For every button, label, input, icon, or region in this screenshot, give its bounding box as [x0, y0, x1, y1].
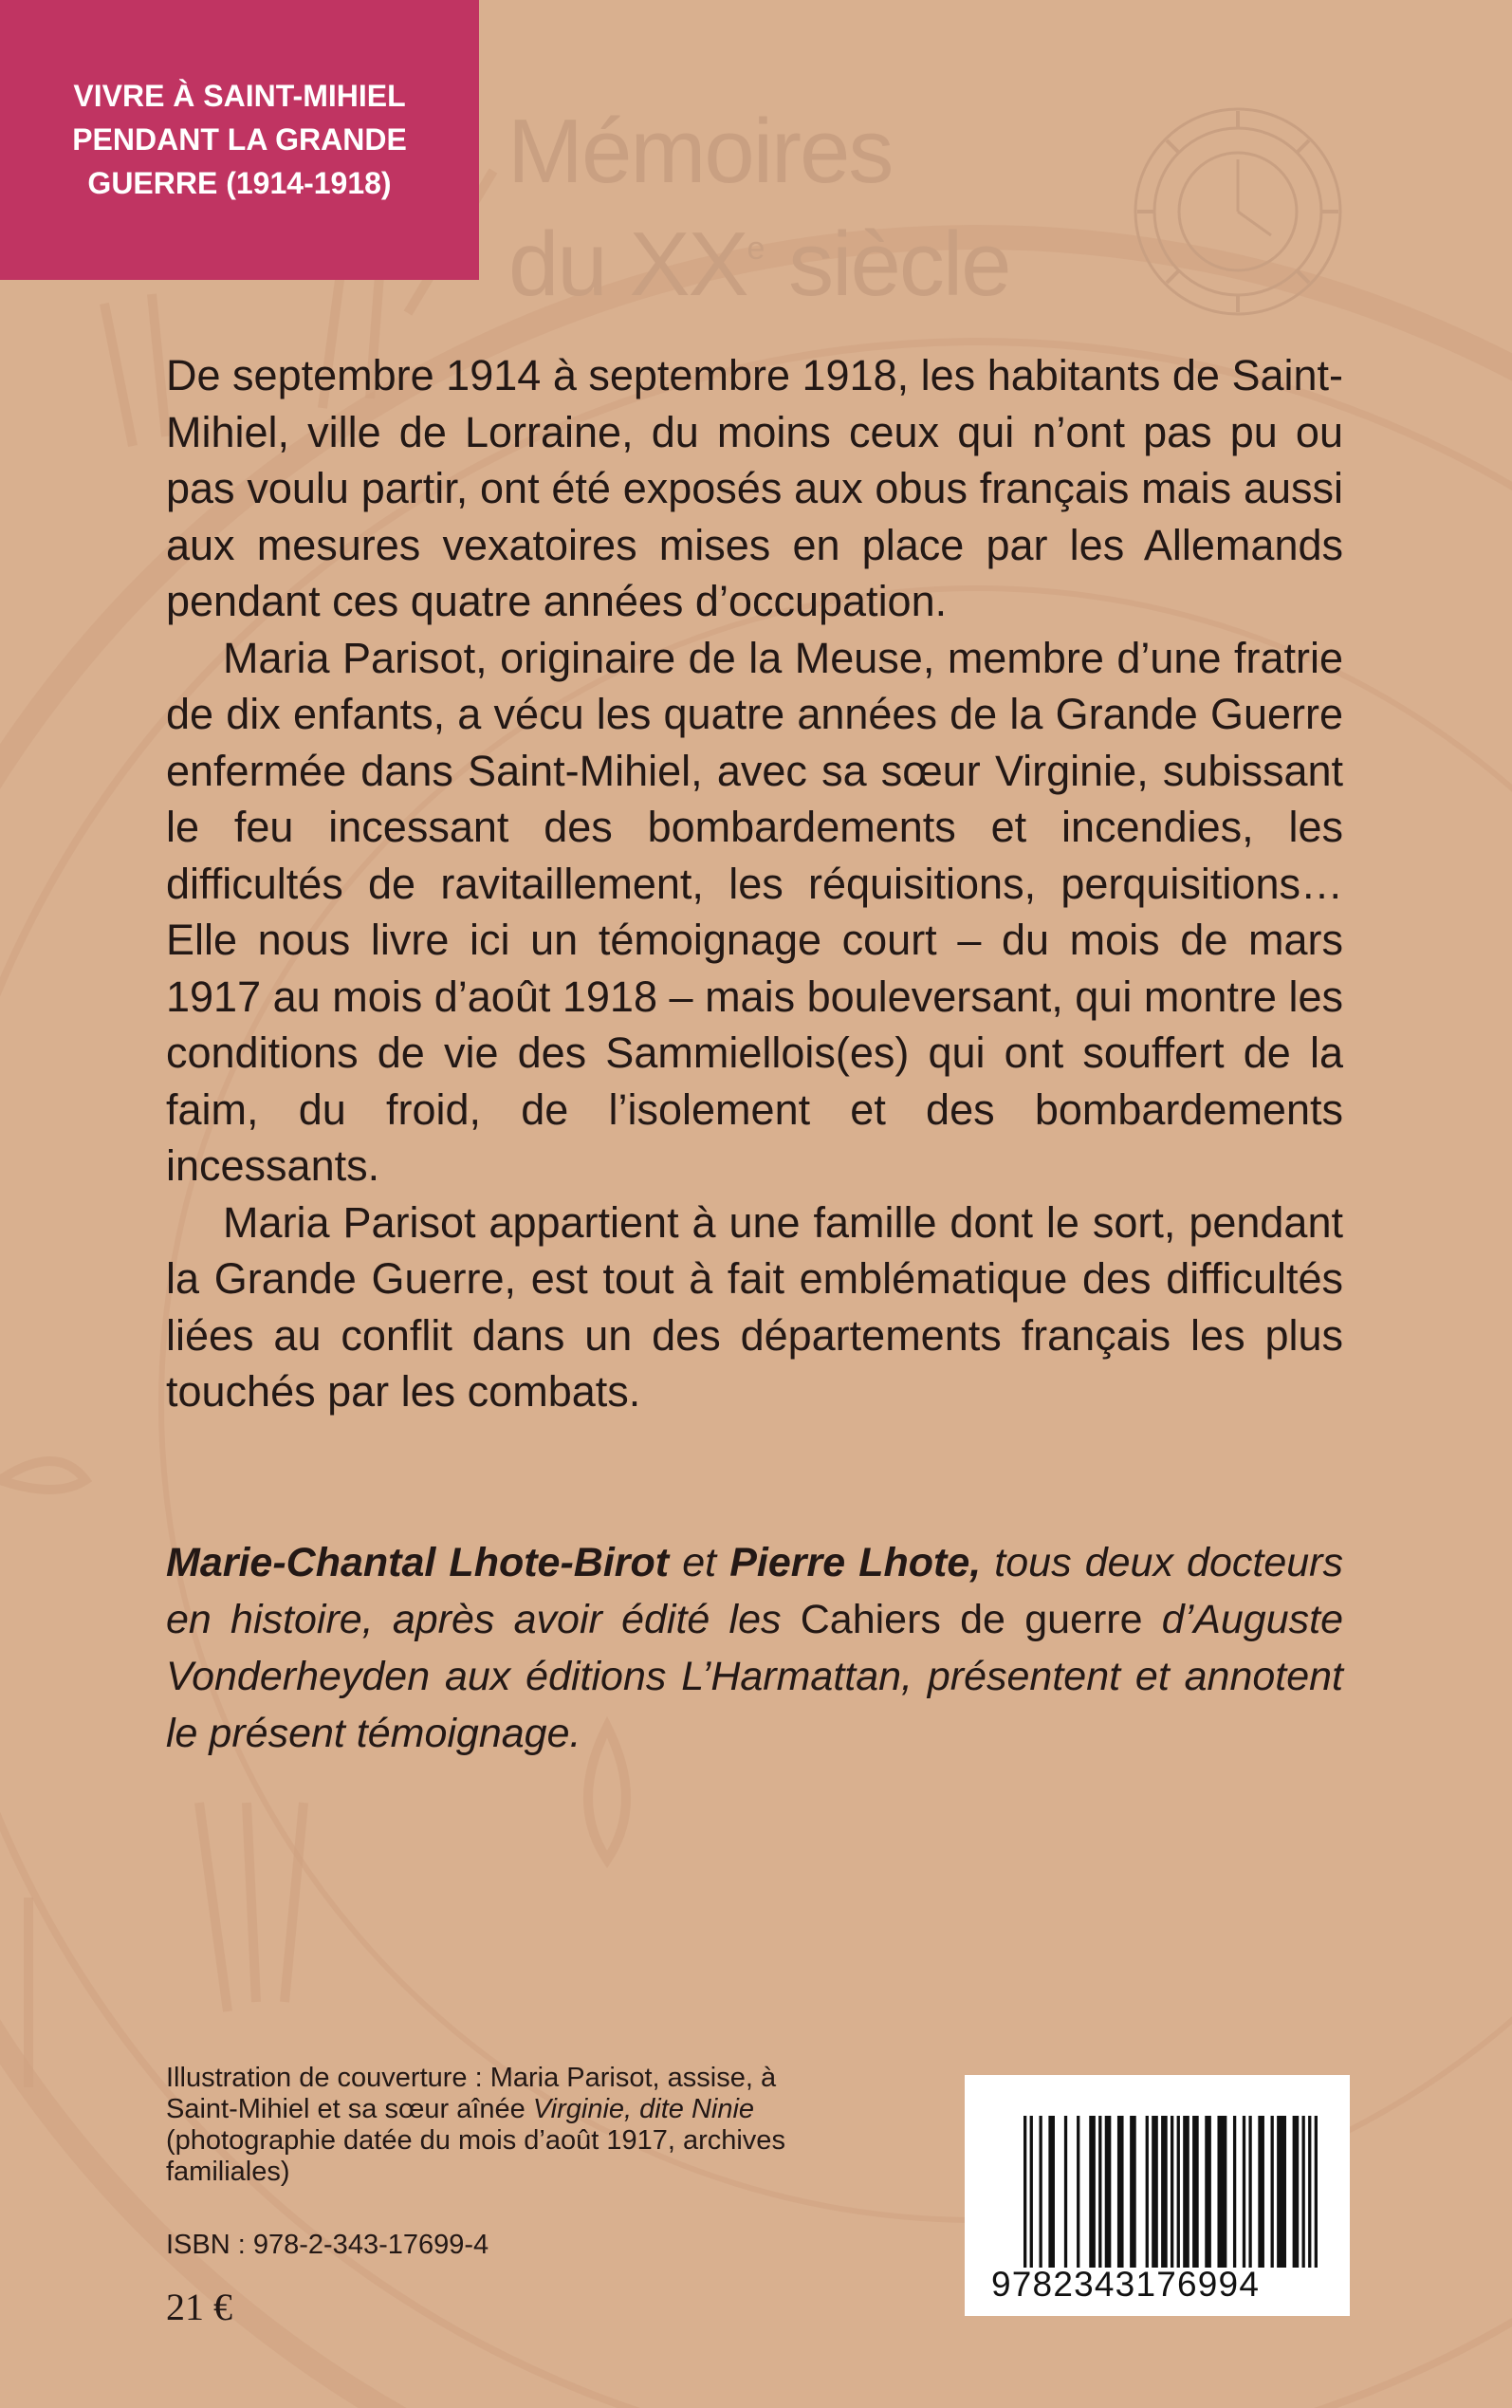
authors-text-after-title: d’Auguste Vonderheyden aux éditions L’Harmattan, présentent et annotent le présent témoignage. [166, 1597, 1343, 1756]
series-name [507, 101, 1010, 315]
barcode-bar [1039, 2116, 1042, 2268]
authors-text-before-title: tous deux docteurs en histoire, après avoir édité les [166, 1540, 1343, 1642]
barcode [965, 2075, 1350, 2316]
barcode-bar [1161, 2116, 1168, 2268]
series-line-1: Mémoires [507, 101, 893, 202]
barcode-bar [1271, 2116, 1274, 2268]
credit-text-before: Illustration de couverture : Maria Parisot, assise, à Saint-Mihiel et sa sœur aînée [166, 2063, 777, 2124]
synopsis [166, 347, 1343, 1420]
barcode-bar [1117, 2116, 1124, 2268]
author-1: Marie-Chantal Lhote-Birot [166, 1540, 670, 1585]
author-2: Pierre Lhote, [729, 1540, 982, 1585]
cover-illustration-credit [166, 2063, 849, 2188]
authors-note [166, 1534, 1343, 1762]
cover-title-line-3: GUERRE (1914-1918) [87, 166, 392, 200]
barcode-bar [1030, 2116, 1033, 2268]
series-line-2 [508, 203, 1010, 315]
barcode-bar [1258, 2116, 1264, 2268]
barcode-bar [1048, 2116, 1055, 2268]
series-prefix: du XX [508, 213, 747, 315]
barcode-bar [1171, 2116, 1173, 2268]
barcode-bar [1192, 2116, 1199, 2268]
barcode-bar [1146, 2116, 1149, 2268]
barcode-bar [1089, 2116, 1096, 2268]
barcode-bar [1023, 2116, 1026, 2268]
barcode-bar [1243, 2116, 1245, 2268]
barcode-bar [1183, 2116, 1189, 2268]
barcode-bar [1315, 2116, 1318, 2268]
barcode-digits: 9782343176994 [991, 2265, 1261, 2304]
barcode-bar [1177, 2116, 1180, 2268]
work-title: Cahiers de guerre [800, 1597, 1143, 1642]
barcode-bar [1217, 2116, 1226, 2268]
barcode-bar [1308, 2116, 1311, 2268]
barcode-bar [1098, 2116, 1101, 2268]
barcode-bar [1302, 2116, 1305, 2268]
barcode-bar [1205, 2116, 1211, 2268]
barcode-bar [1077, 2116, 1079, 2268]
barcode-bar [1130, 2116, 1136, 2268]
credit-italic-name: Virginie, dite Ninie [532, 2094, 755, 2124]
credit-text-after: (photographie datée du mois d’août 1917, archives familiales) [166, 2125, 785, 2187]
series-suffix: siècle [765, 213, 1010, 315]
barcode-bar [1293, 2116, 1300, 2268]
barcode-bar [1233, 2116, 1236, 2268]
synopsis-paragraph-2: Maria Parisot, originaire de la Meuse, membre d’une fratrie de dix enfants, a vécu les quatre années de la Grande Guerre enfermée dans Saint-Mihiel, avec sa sœur Virginie, subissant le feu incessant des bombardements et incendies, les difficultés de ravitaillement, les réquisitions, perquisitions… Elle nous livre ici un témoignage court – du mois de mars 1917 au mois d’août 1918 – mais bouleversant, qui montre les conditions de vie des Sammiellois(es) qui ont souffert de la faim, du froid, de l’isolement et des bombardements incessants. [166, 633, 1343, 1190]
barcode-bars [1023, 2116, 1318, 2268]
authors-conjunction: et [669, 1540, 730, 1585]
barcode-bar [1152, 2116, 1158, 2268]
isbn: ISBN : 978-2-343-17699-4 [166, 2230, 489, 2260]
barcode-bar [1277, 2116, 1286, 2268]
cover-title-block [0, 0, 479, 280]
synopsis-paragraph-3: Maria Parisot appartient à une famille dont le sort, pendant la Grande Guerre, est tout à fait emblématique des difficultés liées au conflit dans un des départements français les plus touchés par les combats. [166, 1197, 1343, 1416]
cover-title-line-2: PENDANT LA GRANDE [72, 122, 407, 157]
price: 21 € [166, 2286, 232, 2328]
series-superscript: e [747, 231, 765, 267]
barcode-bar [1064, 2116, 1067, 2268]
clock-icon [1129, 102, 1347, 321]
synopsis-paragraph-1: De septembre 1914 à septembre 1918, les habitants de Saint-Mihiel, ville de Lorraine, du moins ceux qui n’ont pas pu ou pas voulu partir, ont été exposés aux obus français mais aussi aux mesures vexatoires mises en place par les Allemands pendant ces quatre années d’occupation. [166, 351, 1343, 625]
barcode-bar [1248, 2116, 1251, 2268]
barcode-bar [1105, 2116, 1112, 2268]
cover-title-line-1: VIVRE À SAINT-MIHIEL [73, 79, 406, 113]
